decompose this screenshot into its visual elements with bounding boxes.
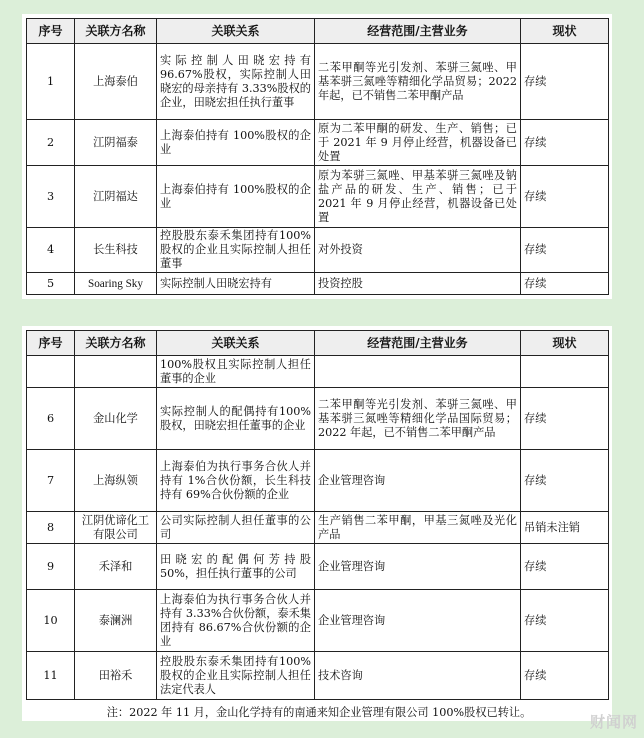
cell-name: 田裕禾 — [75, 652, 157, 700]
cell-relation: 控股股东泰禾集团持有100%股权的企业且实际控制人担任董事 — [157, 228, 315, 273]
table-row — [27, 450, 609, 512]
table-row — [27, 388, 609, 450]
cell-relation: 田晓宏的配偶何芳持股 50%，担任执行董事的公司 — [157, 544, 315, 590]
header-seq: 序号 — [27, 19, 75, 44]
table-panel-2 — [22, 326, 612, 721]
cell-seq: 7 — [27, 450, 75, 512]
header-name: 关联方名称 — [75, 19, 157, 44]
cell-status: 存续 — [521, 544, 609, 590]
cell-relation: 实际控制人田晓宏持有 — [157, 273, 315, 295]
cell-name: 上海泰伯 — [75, 44, 157, 120]
header-relation: 关联关系 — [157, 331, 315, 356]
cell-status — [521, 356, 609, 388]
cell-name: 长生科技 — [75, 228, 157, 273]
cell-name: Soaring Sky — [75, 273, 157, 295]
cell-seq — [27, 356, 75, 388]
cell-relation: 上海泰伯为执行事务合伙人并持有 1%合伙份额，长生科技持有 69%合伙份额的企业 — [157, 450, 315, 512]
cell-relation: 上海泰伯持有 100%股权的企业 — [157, 166, 315, 228]
cell-relation: 实际控制人田晓宏持有96.67%股权，实际控制人田晓宏的母亲持有 3.33%股权的企业，田晓宏担任执行董事 — [157, 44, 315, 120]
cell-status: 存续 — [521, 652, 609, 700]
table-row — [27, 590, 609, 652]
cell-seq: 10 — [27, 590, 75, 652]
cell-status: 存续 — [521, 44, 609, 120]
cell-status: 存续 — [521, 450, 609, 512]
header-business: 经营范围/主营业务 — [315, 331, 521, 356]
table-row — [27, 356, 609, 388]
cell-relation: 100%股权且实际控制人担任董事的企业 — [157, 356, 315, 388]
header-name: 关联方名称 — [75, 331, 157, 356]
cell-business: 原为苯骈三氮唑、甲基苯骈三氮唑及钠盐产品的研发、生产、销售；已于 2021 年 9 月停止经营，机器设备已处置 — [315, 166, 521, 228]
cell-name: 禾泽和 — [75, 544, 157, 590]
cell-seq: 2 — [27, 120, 75, 166]
cell-relation: 实际控制人的配偶持有100%股权，田晓宏担任董事的企业 — [157, 388, 315, 450]
related-party-table-2 — [26, 330, 609, 700]
cell-name: 金山化学 — [75, 388, 157, 450]
cell-seq: 1 — [27, 44, 75, 120]
cell-name: 上海纵领 — [75, 450, 157, 512]
cell-business: 企业管理咨询 — [315, 590, 521, 652]
cell-status: 存续 — [521, 590, 609, 652]
watermark: 财闻网 — [589, 713, 638, 731]
related-party-table-1 — [26, 18, 609, 295]
table-panel-1 — [22, 14, 612, 299]
cell-relation: 公司实际控制人担任董事的公司 — [157, 512, 315, 544]
header-business: 经营范围/主营业务 — [315, 19, 521, 44]
cell-business: 原为二苯甲酮的研发、生产、销售；已于 2021 年 9 月停止经营，机器设备已处置 — [315, 120, 521, 166]
cell-business — [315, 356, 521, 388]
table-row — [27, 166, 609, 228]
cell-name: 江阴优谛化工有限公司 — [75, 512, 157, 544]
cell-seq: 8 — [27, 512, 75, 544]
table-row — [27, 512, 609, 544]
cell-relation: 上海泰伯为执行事务合伙人并持有 3.33%合伙份额，泰禾集团持有 86.67%合伙份额的企业 — [157, 590, 315, 652]
cell-business: 二苯甲酮等光引发剂、苯骈三氮唑、甲基苯骈三氮唑等精细化学品国际贸易；2022 年起，已不销售二苯甲酮产品 — [315, 388, 521, 450]
cell-seq: 3 — [27, 166, 75, 228]
cell-status: 存续 — [521, 228, 609, 273]
cell-status: 存续 — [521, 388, 609, 450]
table-header-row — [27, 19, 609, 44]
cell-business: 二苯甲酮等光引发剂、苯骈三氮唑、甲基苯骈三氮唑等精细化学品贸易；2022 年起，已不销售二苯甲酮产品 — [315, 44, 521, 120]
cell-business: 企业管理咨询 — [315, 544, 521, 590]
cell-relation: 上海泰伯持有 100%股权的企业 — [157, 120, 315, 166]
table-row — [27, 544, 609, 590]
table-row — [27, 273, 609, 295]
cell-status: 吊销未注销 — [521, 512, 609, 544]
header-seq: 序号 — [27, 331, 75, 356]
header-relation: 关联关系 — [157, 19, 315, 44]
cell-name: 泰澜洲 — [75, 590, 157, 652]
cell-relation: 控股股东泰禾集团持有100%股权的企业且实际控制人担任法定代表人 — [157, 652, 315, 700]
cell-business: 企业管理咨询 — [315, 450, 521, 512]
cell-name: 江阴福达 — [75, 166, 157, 228]
cell-seq: 6 — [27, 388, 75, 450]
table-row — [27, 120, 609, 166]
header-status: 现状 — [521, 19, 609, 44]
cell-name — [75, 356, 157, 388]
table-row — [27, 228, 609, 273]
cell-status: 存续 — [521, 273, 609, 295]
table-header-row — [27, 331, 609, 356]
cell-status: 存续 — [521, 120, 609, 166]
table-row — [27, 44, 609, 120]
cell-business: 投资控股 — [315, 273, 521, 295]
cell-seq: 11 — [27, 652, 75, 700]
cell-business: 技术咨询 — [315, 652, 521, 700]
cell-business: 生产销售二苯甲酮，甲基三氮唑及光化产品 — [315, 512, 521, 544]
table-row — [27, 652, 609, 700]
cell-seq: 5 — [27, 273, 75, 295]
cell-name: 江阴福泰 — [75, 120, 157, 166]
cell-seq: 9 — [27, 544, 75, 590]
cell-business: 对外投资 — [315, 228, 521, 273]
cell-status: 存续 — [521, 166, 609, 228]
footnote: 注：2022 年 11 月，金山化学持有的南通来知企业管理有限公司 100%股权已转让。 — [106, 706, 532, 719]
cell-seq: 4 — [27, 228, 75, 273]
header-status: 现状 — [521, 331, 609, 356]
